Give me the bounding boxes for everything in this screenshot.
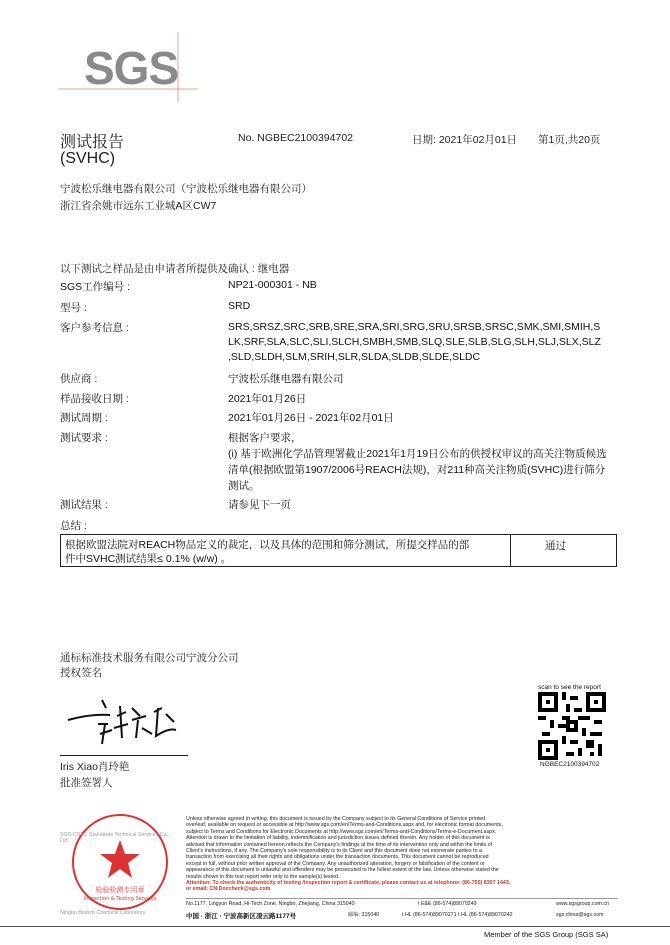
requirement-line: (i) 基于欧洲化学品管理署截止2021年1月19日公布的供授权审议的高关注物质候选 <box>228 448 607 460</box>
report-date: 日期: 2021年02月01日 <box>412 134 518 146</box>
client-ref-line: SRS,SRSZ,SRC,SRB,SRE,SRA,SRI,SRG,SRU,SRSB,SRSC,SMK,SMI,SMIH,S <box>228 321 601 333</box>
field-value-test-requirement <box>228 430 623 494</box>
signer-role: 批准签署人 <box>60 777 113 789</box>
field-value-receive-date: 2021年01月26日 <box>228 393 307 405</box>
conclusion-result: 通过 <box>545 540 566 552</box>
qr-code[interactable] <box>538 692 606 760</box>
sgs-logo <box>58 32 198 102</box>
red-seal-stamp <box>70 812 170 912</box>
footer-email[interactable]: sgs.china@sgs.com <box>556 912 604 918</box>
footer-phone-cn: t HL (86-574)89070271 t HL (86-574)89070242 <box>402 912 513 918</box>
footer-bottom-rule <box>0 926 670 927</box>
requirement-line: 清单(根据欧盟第1907/2006号REACH法规)，对211种高关注物质(SVHC)进行筛分 <box>228 464 606 476</box>
field-label-test-period: 测试周期 : <box>60 412 108 424</box>
conclusion-text <box>65 538 505 566</box>
field-label-job-number: SGS工作编号 : <box>60 281 131 293</box>
report-subtitle: (SVHC) <box>60 150 116 167</box>
field-value-test-result: 请参见下一页 <box>228 499 291 511</box>
signer-name: Iris Xiao肖玲艳 <box>60 761 130 773</box>
handwritten-signature <box>62 694 192 754</box>
field-value-supplier: 宁波松乐继电器有限公司 <box>228 373 344 385</box>
footer-rule <box>186 898 618 899</box>
svg-text:SGS: SGS <box>84 42 179 94</box>
disclaimer-line: subject to Terms and Conditions for Electronic Documents at http://www.sgs.com/en/Terms-and-Conditions/Terms-e-Document.aspx. <box>186 828 497 835</box>
report-title: 测试报告 <box>60 134 125 151</box>
conclusion-table <box>60 534 617 567</box>
stamp-side-text: SGS-CSTC Standards Technical Services Co., Ltd. <box>60 832 170 845</box>
disclaimer-line: Client's instructions, if any. The Company's sole responsibility is to its Client and this document does not exonerate parties to a <box>186 848 482 855</box>
field-label-client-ref: 客户参考信息 : <box>60 322 129 334</box>
footer-contact-en: t E&E (86-574)89070249 <box>418 901 477 907</box>
requirement-line: 根据客户要求， <box>228 432 302 444</box>
field-value-model: SRD <box>228 300 251 312</box>
stamp-inner-cn: 检验检测专用章 <box>95 886 145 894</box>
disclaimer-line: Unless otherwise agreed in writing, this document is issued by the Company subject to its General Conditions of Service printed <box>186 816 486 822</box>
field-label-model: 型号 : <box>60 302 87 314</box>
disclaimer-line: except in full, without prior written approval of the Company. Any unauthorized alteration, forgery or falsification of the content or <box>186 860 485 867</box>
footer-postcode: 邮编: 315040 <box>348 912 380 918</box>
disclaimer-line: transaction from exercising all their rights and obligations under the transaction documents. This document cannot be reproduced <box>186 854 489 861</box>
disclaimer-line: advised that information contained hereon reflects the Company's findings at the time of its intervention only and within the limits of <box>186 841 493 848</box>
conclusion-line: 根据欧盟法院对REACH物品定义的裁定，以及具体的范围和筛分测试，所提交样品的部 <box>65 539 470 551</box>
attention-email[interactable]: or email: CN.Doccheck@sgs.com <box>186 886 271 893</box>
footer-website[interactable]: www.sgsgroup.com.cn <box>556 901 609 907</box>
conclusion-line: 件中SVHC测试结果≤ 0.1% (w/w) 。 <box>65 553 232 565</box>
disclaimer-line: results shown in this test report refer only to the sample(s) tested. <box>186 873 340 880</box>
sample-intro: 以下测试之样品是由申请者所提供及确认 : 继电器 <box>60 263 290 275</box>
stamp-side-text2: Ningbo Branch Chemical Laboratory <box>60 910 146 916</box>
field-label-test-requirement: 测试要求 : <box>60 432 108 444</box>
requirement-line: 测试。 <box>228 480 260 492</box>
qr-caption: scan to see the report <box>538 684 601 691</box>
field-label-test-result: 测试结果 : <box>60 499 108 511</box>
page-indicator: 第1页,共20页 <box>538 134 601 146</box>
sign-authorized: 授权签名 <box>60 667 102 679</box>
table-divider <box>510 535 511 566</box>
footer-address-en: No.1177, Lingyun Road, Hi-Tech Zone, Ningbo, Zhejiang, China 315040 <box>186 901 355 907</box>
qr-report-code: NGBEC2100394702 <box>540 761 600 768</box>
sgs-member-line: Member of the SGS Group (SGS SA) <box>484 930 609 939</box>
sign-org: 通标标准技术服务有限公司宁波分公司 <box>60 652 239 664</box>
signature-line <box>60 755 188 756</box>
disclaimer-line: overleaf, available on request or accessible at http://www.sgs.com/en/Terms-and-Conditions.aspx and, for electronic format documents, <box>186 822 503 829</box>
disclaimer-line: Attention is drawn to the limitation of liability, indemnification and jurisdiction issues defined therein. Any holder of this document is <box>186 835 490 842</box>
field-label-supplier: 供应商 : <box>60 373 98 385</box>
disclaimer-line: appearance of this document is unlawful and offenders may be prosecuted to the fullest extent of the law. Unless otherwise stated the <box>186 867 499 874</box>
client-name: 宁波松乐继电器有限公司（宁波松乐继电器有限公司） <box>60 183 312 195</box>
client-ref-line: LK,SRF,SLA,SLC,SLI,SLCH,SMBH,SMB,SLQ,SLE,SLB,SLG,SLH,SLJ,SLX,SLZ <box>228 336 601 348</box>
field-value-client-ref <box>228 320 623 365</box>
field-value-job-number: NP21-000301 - NB <box>228 279 317 291</box>
footer-address-cn: 中国 · 浙江 · 宁波高新区凌云路1177号 <box>186 913 297 920</box>
field-label-receive-date: 样品接收日期 : <box>60 393 129 405</box>
summary-label: 总结 : <box>60 520 87 532</box>
stamp-inner-en: Inspection & Testing Services <box>83 896 157 902</box>
attention-line: Attention: To check the authenticity of testing /inspection report & certificate, please contact us at telephone: (86-755) 8307 1443, <box>186 880 511 887</box>
client-ref-line: ,SLD,SLDH,SLM,SRIH,SLR,SLDA,SLDB,SLDE,SLDC <box>228 351 481 363</box>
footer-disclaimer <box>186 816 618 893</box>
client-address: 浙江省余姚市远东工业城A区CW7 <box>60 200 217 212</box>
field-value-test-period: 2021年01月26日 - 2021年02月01日 <box>228 412 394 424</box>
report-number: No. NGBEC2100394702 <box>238 132 353 144</box>
